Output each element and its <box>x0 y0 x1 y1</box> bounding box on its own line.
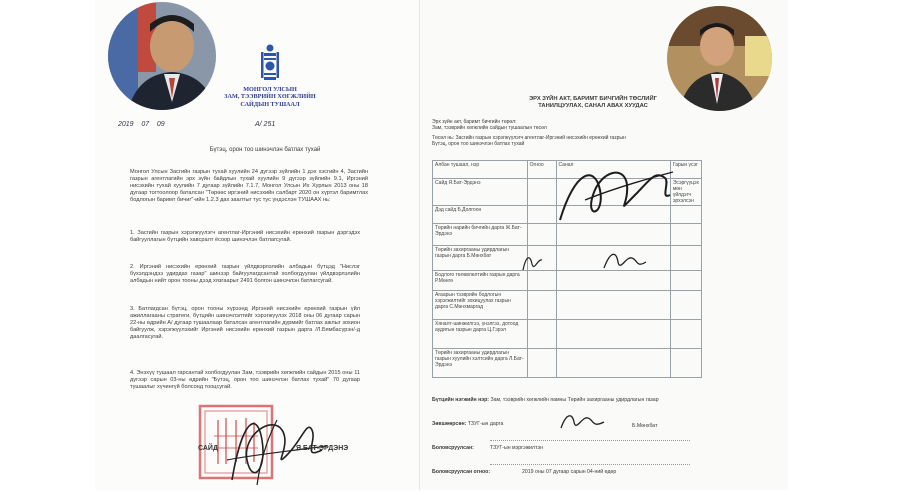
row-position: Сайд Я.Бат-Эрдэнэ <box>433 179 528 206</box>
table-row <box>433 349 702 378</box>
large-signature <box>555 160 675 230</box>
row-position: Төрийн захиргааны удирдлагын газрын дарга Б.Мөнхбат <box>433 246 528 271</box>
meta-type-value: Зам, тээврийн хөгжлийн сайдын тушаалын төсөл <box>432 125 547 132</box>
row-position: Агаарын тээврийн бодлогын хэрэгжилтийг зохицуулах газрын дарга С.Мөнхмаргад <box>433 291 528 320</box>
sheet-header-line-2: ТАНИЛЦУУЛАХ, САНАЛ АВАХ ХУУДАС <box>538 103 648 109</box>
order-item-1: 1. Засгийн газрын хэрэгжүүлэгч агентлаг-Иргэний нисэхийн ерөнхий газрын дэргэдэх байгууллагын бүтцийн хавсралт ёсоор шинэчлэн батлагсугай. <box>130 230 360 243</box>
footer-date-label: Боловсруулсан огноо: <box>432 469 491 475</box>
meta-type-label: Эрх зүйн акт, баримт бичгийн төрөл: <box>432 119 517 125</box>
order-item-3: 3. Батлагдсан бүтэц, орон тооны хүрээнд Иргэний нисэхийн ерөнхий газрын үйл ажиллагааны стратеги, бүтцийн шинэчлэлтийг хэрэгжүүлэх 2018 оны 06 дугаар сарын 22-ны өдрийн А/ дугаар тушаалаар баталсан агентлагийн дүрмийг батлах ажлыг зохион байгуулж, хэрэгжүүлэхийг Иргэний нисэхийн ерөнхий газрын дарга /Л.Бямбасүрэн/-д даалгасугай. <box>130 306 360 340</box>
order-title: Бүтэц, орон тоо шинэчлэн батлах тухай <box>209 147 321 153</box>
sheet-meta <box>432 119 712 148</box>
ministry-heading <box>200 86 340 108</box>
ministry-line-2: ЗАМ, ТЭЭВРИЙН ХӨГЖЛИЙН <box>224 93 316 101</box>
footer-approved-name: Б.Мөнхбат <box>632 423 658 429</box>
footer-unit-value: Зам, тээврийн хөгжлийн яамны Төрийн захиргааны удирдлагын газар <box>490 397 659 403</box>
table-row <box>433 246 702 271</box>
footer-rule-2 <box>490 464 690 465</box>
sheet-header <box>498 96 688 110</box>
row-position: Бодлого төлөвлөлтийн газрын дарга Р.Мөнгө <box>433 271 528 291</box>
footer-unit <box>432 397 672 403</box>
table-row <box>433 291 702 320</box>
approval-signature <box>558 410 608 434</box>
footer-prepared-date <box>432 469 732 475</box>
meta-project-value: Бүтэц, орон тоо шинэчлэн батлах тухай <box>432 141 525 148</box>
footer-date-value: 2019 оны 07 дугаар сарын 04-ний өдөр <box>522 469 617 475</box>
order-number: A/ 251 <box>255 121 276 128</box>
row-note: Эсэргүүцэх мөн үйлдэгч эрхэлсэн <box>670 179 701 206</box>
col-header-position: Албан тушаал, нэр <box>433 161 528 179</box>
footer-approved-label: Зөвшөөрсөн: <box>432 421 467 427</box>
table-row <box>433 271 702 291</box>
footer-approved-value: ТЗУГ-ын дарга <box>467 421 504 427</box>
row-position: Дэд сайд Б.Долгоон <box>433 206 528 224</box>
sheet-header-line-1: ЭРХ ЗҮЙН АКТ, БАРИМТ БИЧГИЙН ТӨСЛИЙГ <box>529 96 657 102</box>
soyombo-emblem <box>258 42 282 82</box>
row-position: Хяналт-шинжилгээ, үнэлгээ, дотоод аудитын газрын дарга Ц.Гэрэл <box>433 320 528 349</box>
signer-role: САЙД <box>198 445 218 452</box>
meta-project-label: Төсөл нь: Засгийн газрын хэрэгжүүлэгч агентлаг-Иргэний нисэхийн ерөнхий газрын <box>432 134 626 141</box>
order-item-2: 2. Иргэний нисэхийн ерөнхий газрын үйлдвэрлэлийн албадын бүтцэд "Нислэг бүхэлдэндээ удирдах газар" шинээр байгуулагдсантай холбогдуулан үйлдвэрлэлийн албадын нийт орон тооны дээд хязгаарыг 2491 болгон шинэчлэн батлагсугай. <box>130 264 360 284</box>
order-date: 2019 07 09 <box>118 121 165 128</box>
row-position: Төрийн нарийн бичгийн дарга Ж.Бат-Эрдэнэ <box>433 224 528 246</box>
order-intro: Монгол Улсын Засгийн газрын тухай хуулийн 24 дүгээр зүйлийн 1 дэх хэсгийн 4, Засгийн газрын агентлагийн эрх зүйн байдлын тухай хуулийн 9 дүгээр зүйлийн 9.1, Иргэний нисэхийн тухай хуулийн 7 дугаар зүйлийн 7.1.7, Монгол Улсын Их Хурлын 2013 оны 18 дугаар тогтоолоор баталсан "Төрөөс иргэний нисэхийн салбарт 2020 он хүртэл баримтлах бодлогын баримт бичиг"-ийн 1.2.3 дах заалтыг тус тус үндэслэн ТУШААХ нь: <box>130 169 368 203</box>
footer-unit-label: Бүтцийн нэгжийн нэр: <box>432 397 489 403</box>
row-position: Төрийн захиргааны удирдлагын газрын хуулийн хэлтсийн дарга Л.Бат-Эрдэнэ <box>433 349 528 378</box>
col-header-opinion: Санал <box>556 161 670 179</box>
small-signature-2 <box>600 248 650 274</box>
col-header-date: Огноо <box>527 161 556 179</box>
ministry-line-3: САЙДЫН ТУШААЛ <box>240 100 300 108</box>
table-row <box>433 320 702 349</box>
footer-rule-1 <box>490 440 690 441</box>
order-item-4: 4. Энэхүү тушаал гарсантай холбогдуулан Зам, тээврийн хөгжлийн сайдын 2015 оны 11 дүгээр сарын 03-ны өдрийн "Бүтэц, орон тоо шинэчлэн батлах тухай" 70 дугаар тушаалыг хүчингүй болсонд тооцсугай. <box>130 370 360 390</box>
footer-prepared <box>432 445 732 451</box>
small-signature-1 <box>520 252 546 274</box>
footer-prepared-label: Боловсруулсан: <box>432 445 474 451</box>
ministry-line-1: МОНГОЛ УЛСЫН <box>243 86 297 93</box>
signer-name: Я.БАТ-ЭРДЭНЭ <box>296 445 349 452</box>
col-header-signature: Гарын үсэг <box>670 161 701 179</box>
footer-prepared-value: ТЗУГ-ын мэргэжилтэн <box>490 445 543 451</box>
